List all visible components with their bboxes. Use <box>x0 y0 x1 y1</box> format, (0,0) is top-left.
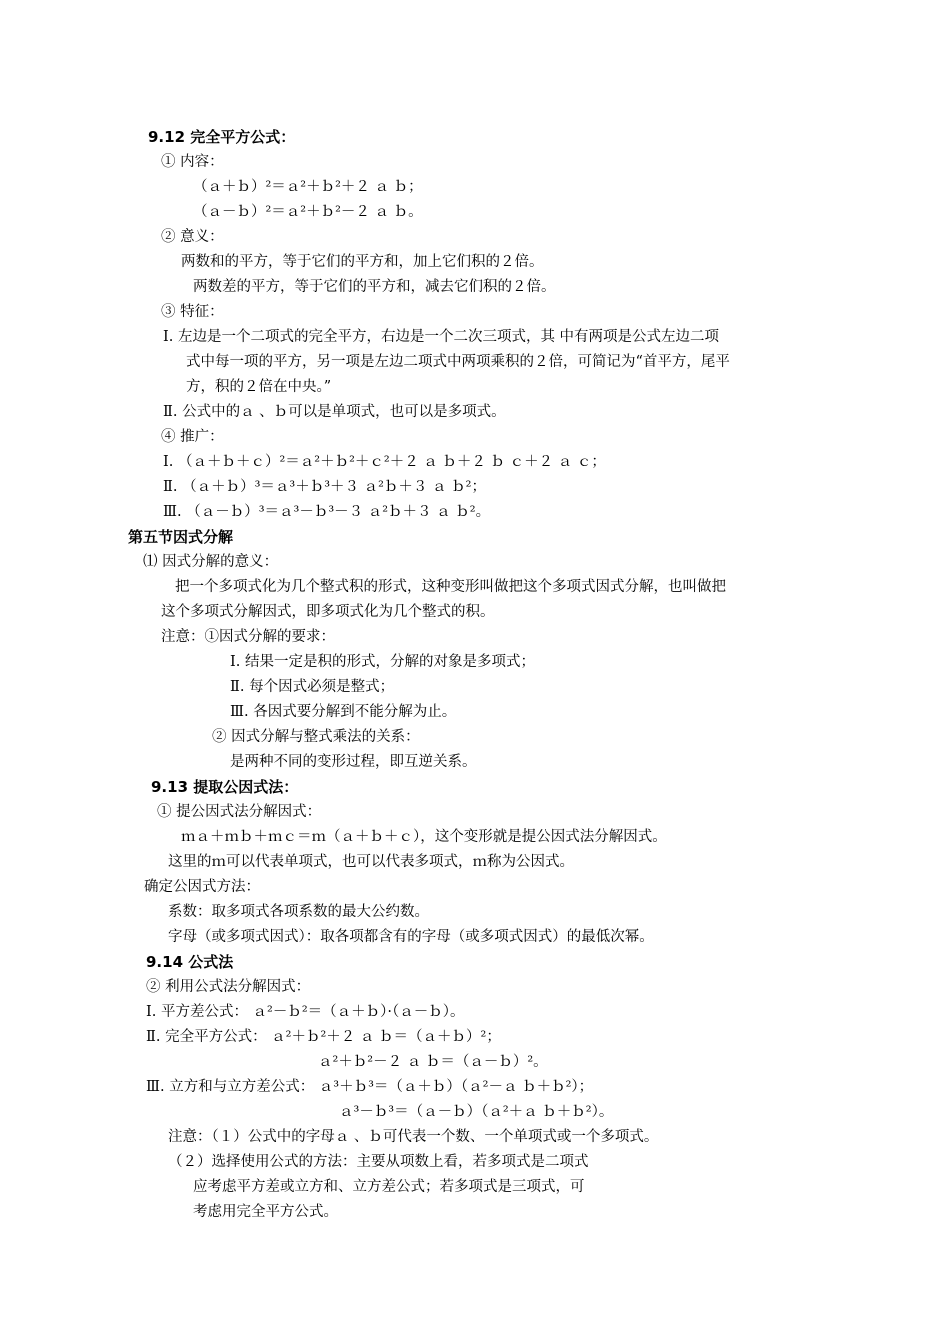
note-line: 注意：①因式分解的要求： <box>161 629 335 645</box>
formula-line: Ⅱ. 完全平方公式： ａ²＋ｂ²＋２ ａ ｂ＝（ａ＋ｂ）²； <box>146 1029 501 1045</box>
formula-line: （ａ－ｂ）²＝ａ²＋ｂ²－２ ａ ｂ。 <box>193 204 423 220</box>
text-line: Ⅰ. 结果一定是积的形式，分解的对象是多项式； <box>230 654 535 670</box>
text-line: ② 因式分解与整式乘法的关系： <box>212 729 420 745</box>
formula-line: ｍａ＋ｍｂ＋ｍｃ＝ｍ（ａ＋ｂ＋ｃ），这个变形就是提公因式法分解因式。 <box>181 829 667 845</box>
text-line: 方，积的２倍在中央。” <box>186 379 332 395</box>
note-line: 考虑用完全平方公式。 <box>193 1204 338 1220</box>
formula-line: Ⅲ. （ａ－ｂ）³＝ａ³－ｂ³－３ ａ²ｂ＋３ ａ ｂ²。 <box>163 504 491 520</box>
text-line: 两数差的平方，等于它们的平方和，减去它们积的２倍。 <box>193 279 556 295</box>
text-line: Ⅱ. 每个因式必须是整式； <box>230 679 395 695</box>
note-line: 应考虑平方差或立方和、立方差公式；若多项式是三项式，可 <box>193 1179 585 1195</box>
note-line: （２）选择使用公式的方法：主要从项数上看，若多项式是二项式 <box>168 1154 589 1170</box>
subheading: ⑴ 因式分解的意义： <box>143 554 279 570</box>
text-line: 这个多项式分解因式，即多项式化为几个整式的积。 <box>161 604 495 620</box>
text-line: 系数：取多项式各项系数的最大公约数。 <box>168 904 429 920</box>
text-line: 式中每一项的平方，另一项是左边二项式中两项乘积的２倍，可简记为“首平方，尾平 <box>186 354 730 370</box>
section-heading-9-12: 9.12 完全平方公式： <box>148 128 296 146</box>
section-heading-5: 第五节因式分解 <box>128 528 234 546</box>
subheading: ② 利用公式法分解因式： <box>146 979 311 995</box>
text-line: Ⅲ. 各因式要分解到不能分解为止。 <box>230 704 457 720</box>
text-line: 这里的ｍ可以代表单项式，也可以代表多项式，ｍ称为公因式。 <box>168 854 574 870</box>
subheading: ① 提公因式法分解因式： <box>157 804 322 820</box>
formula-line: Ⅲ. 立方和与立方差公式： ａ³＋ｂ³＝（ａ＋ｂ）（ａ²－ａ ｂ＋ｂ²）； <box>146 1079 594 1095</box>
formula-line: Ⅰ. （ａ＋ｂ＋ｃ）²＝ａ²＋ｂ²＋ｃ²＋２ ａ ｂ＋２ ｂ ｃ＋２ ａ ｃ； <box>163 454 606 470</box>
text-line: Ⅱ. 公式中的ａ 、ｂ可以是单项式，也可以是多项式。 <box>163 404 506 420</box>
text-line: Ⅰ. 左边是一个二项式的完全平方，右边是一个二次三项式，其 中有两项是公式左边二项 <box>163 329 720 345</box>
formula-line: Ⅱ. （ａ＋ｂ）³＝ａ³＋ｂ³＋３ ａ²ｂ＋３ ａ ｂ²； <box>163 479 486 495</box>
content-label: ① 内容： <box>161 154 224 170</box>
formula-line: Ⅰ. 平方差公式： ａ²－ｂ²＝（ａ＋ｂ）·（ａ－ｂ）。 <box>146 1004 465 1020</box>
text-line: 确定公因式方法： <box>144 879 260 895</box>
formula-line: ａ²＋ｂ²－２ ａ ｂ＝（ａ－ｂ）²。 <box>318 1054 548 1070</box>
formula-line: （ａ＋ｂ）²＝ａ²＋ｂ²＋２ ａ ｂ； <box>193 179 423 195</box>
text-line: 把一个多项式化为几个整式积的形式，这种变形叫做把这个多项式因式分解，也叫做把 <box>175 579 726 595</box>
text-line: 字母（或多项式因式）：取各项都含有的字母（或多项式因式）的最低次幂。 <box>168 929 654 945</box>
note-line: 注意：（１）公式中的字母ａ 、ｂ可代表一个数、一个单项式或一个多项式。 <box>168 1129 659 1145</box>
generalization-label: ④ 推广： <box>161 429 224 445</box>
feature-label: ③ 特征： <box>161 304 224 320</box>
text-line: 是两种不同的变形过程，即互逆关系。 <box>230 754 477 770</box>
section-heading-9-14: 9.14 公式法 <box>146 953 234 971</box>
section-heading-9-13: 9.13 提取公因式法： <box>151 778 299 796</box>
formula-line: ａ³－ｂ³＝（ａ－ｂ）（ａ²＋ａ ｂ＋ｂ²）。 <box>339 1104 614 1120</box>
meaning-label: ② 意义： <box>161 229 224 245</box>
text-line: 两数和的平方，等于它们的平方和，加上它们积的２倍。 <box>181 254 544 270</box>
